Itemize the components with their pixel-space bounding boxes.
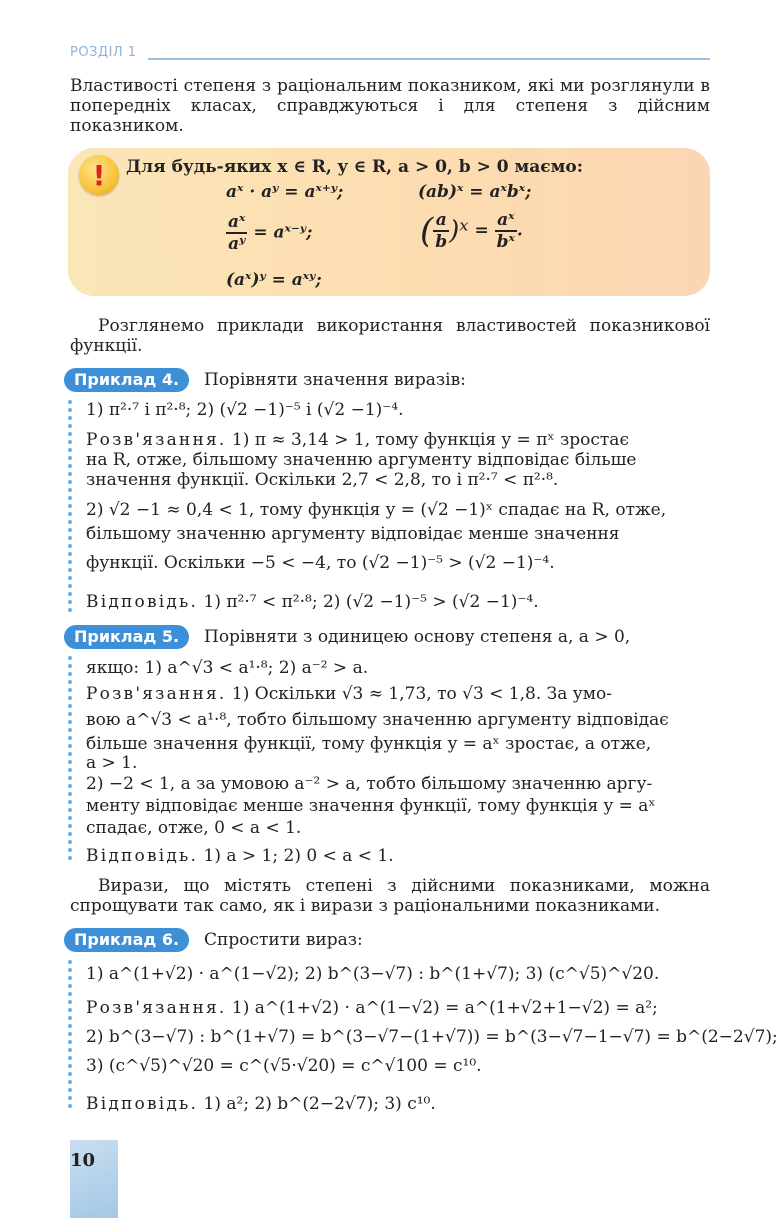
example-5-line-5: a > 1.: [86, 753, 138, 773]
example-6-line-2: Розв'язання. 1) a^(1+√2) · a^(1−√2) = a^(1+√2+1−√2) = a²;: [86, 998, 658, 1018]
rule-title: Для будь-яких x ∈ R, y ∈ R, a > 0, b > 0 маємо:: [126, 157, 583, 177]
example-6-line-3: 2) b^(3−√7) : b^(1+√7) = b^(3−√7−(1+√7)) = b^(3−√7−1−√7) = b^(2−2√7);: [86, 1027, 778, 1047]
example-5-line-6: 2) −2 < 1, а за умовою a⁻² > a, тобто більшому значенню аргу-: [86, 774, 653, 794]
example-4-line-7: функції. Оскільки −5 < −4, то (√2 −1)⁻⁵ > (√2 −1)⁻⁴.: [86, 553, 555, 573]
example-4-line-1: 1) π²·⁷ і π²·⁸; 2) (√2 −1)⁻⁵ і (√2 −1)⁻⁴.: [86, 400, 404, 420]
example-5-line-3: вою a^√3 < a¹·⁸, тобто більшому значенню аргументу відповідає: [86, 710, 669, 730]
example-4-badge: Приклад 4.: [64, 368, 189, 392]
example-5-badge: Приклад 5.: [64, 625, 189, 649]
warning-icon: !: [79, 155, 119, 195]
rule-formula-quotient: $\frac{\text{aˣ}}{\text{aʸ}}$ = aˣ⁻ʸ;: [228, 212, 313, 254]
example-5-answer: Відповідь. 1) a > 1; 2) 0 < a < 1.: [86, 846, 394, 866]
rule-formula-product: aˣ · aʸ = aˣ⁺ʸ;: [226, 182, 344, 202]
example-6-margin-dots: [68, 958, 72, 1110]
example-5-line-2: Розв'язання. 1) Оскільки √3 ≈ 1,73, то √3 < 1,8. За умо-: [86, 684, 612, 704]
examples-intro: Розглянемо приклади використання властивостей показникової функції.: [70, 316, 710, 356]
example-5-line-7: менту відповідає менше значення функції, тому функція y = aˣ: [86, 796, 656, 816]
section-label: РОЗДІЛ 1: [70, 45, 137, 60]
example-4-line-5: 2) √2 −1 ≈ 0,4 < 1, тому функція y = (√2 −1)ˣ спадає на R, отже,: [86, 500, 667, 520]
header-divider: [148, 58, 710, 60]
example-5-line-8: спадає, отже, 0 < a < 1.: [86, 818, 302, 838]
example-4-answer: Відповідь. 1) π²·⁷ < π²·⁸; 2) (√2 −1)⁻⁵ > (√2 −1)⁻⁴.: [86, 592, 539, 612]
rule-formula-power-of-product: (ab)ˣ = aˣbˣ;: [418, 182, 532, 202]
example-5-task: Порівняти з одиницею основу степеня a, a > 0,: [204, 627, 631, 647]
page-number: 10: [70, 1150, 96, 1171]
example-5-line-1: якщо: 1) a^√3 < a¹·⁸; 2) a⁻² > a.: [86, 658, 369, 678]
example-4-task: Порівняти значення виразів:: [204, 370, 466, 390]
rule-formula-power-of-power: (aˣ)ʸ = aˣʸ;: [226, 270, 322, 290]
example-4-line-3: на R, отже, більшому значенню аргументу відповідає більше: [86, 450, 637, 470]
example-4-margin-dots: [68, 398, 72, 616]
rule-formula-power-of-quotient: ( $\frac{a}{b}$ )ˣ = $\frac{\text{aˣ}}{\text{bˣ}}$ .: [420, 210, 523, 252]
example-4-line-2: Розв'язання. 1) π ≈ 3,14 > 1, тому функція y = πˣ зростає: [86, 430, 629, 450]
example-6-answer: Відповідь. 1) a²; 2) b^(2−2√7); 3) c¹⁰.: [86, 1094, 436, 1114]
example-5-line-4: більше значення функції, тому функція y = aˣ зростає, а отже,: [86, 734, 652, 754]
example-6-line-4: 3) (c^√5)^√20 = c^(√5·√20) = c^√100 = c¹⁰.: [86, 1056, 482, 1076]
example-4-line-4: значення функції. Оскільки 2,7 < 2,8, то і π²·⁷ < π²·⁸.: [86, 470, 559, 490]
intro-paragraph: Властивості степеня з раціональним показником, які ми розглянули в попередніх класах, справджуються і для степеня з дійсним показником.: [70, 76, 710, 136]
example-6-badge: Приклад 6.: [64, 928, 189, 952]
simplify-intro: Вирази, що містять степені з дійсними показниками, можна спрощувати так само, як і вирази з раціональними показниками.: [70, 876, 710, 916]
example-4-line-6: більшому значенню аргументу відповідає менше значення: [86, 524, 620, 544]
example-6-line-1: 1) a^(1+√2) · a^(1−√2); 2) b^(3−√7) : b^(1+√7); 3) (c^√5)^√20.: [86, 964, 660, 984]
example-5-margin-dots: [68, 654, 72, 864]
example-6-task: Спростити вираз:: [204, 930, 363, 950]
